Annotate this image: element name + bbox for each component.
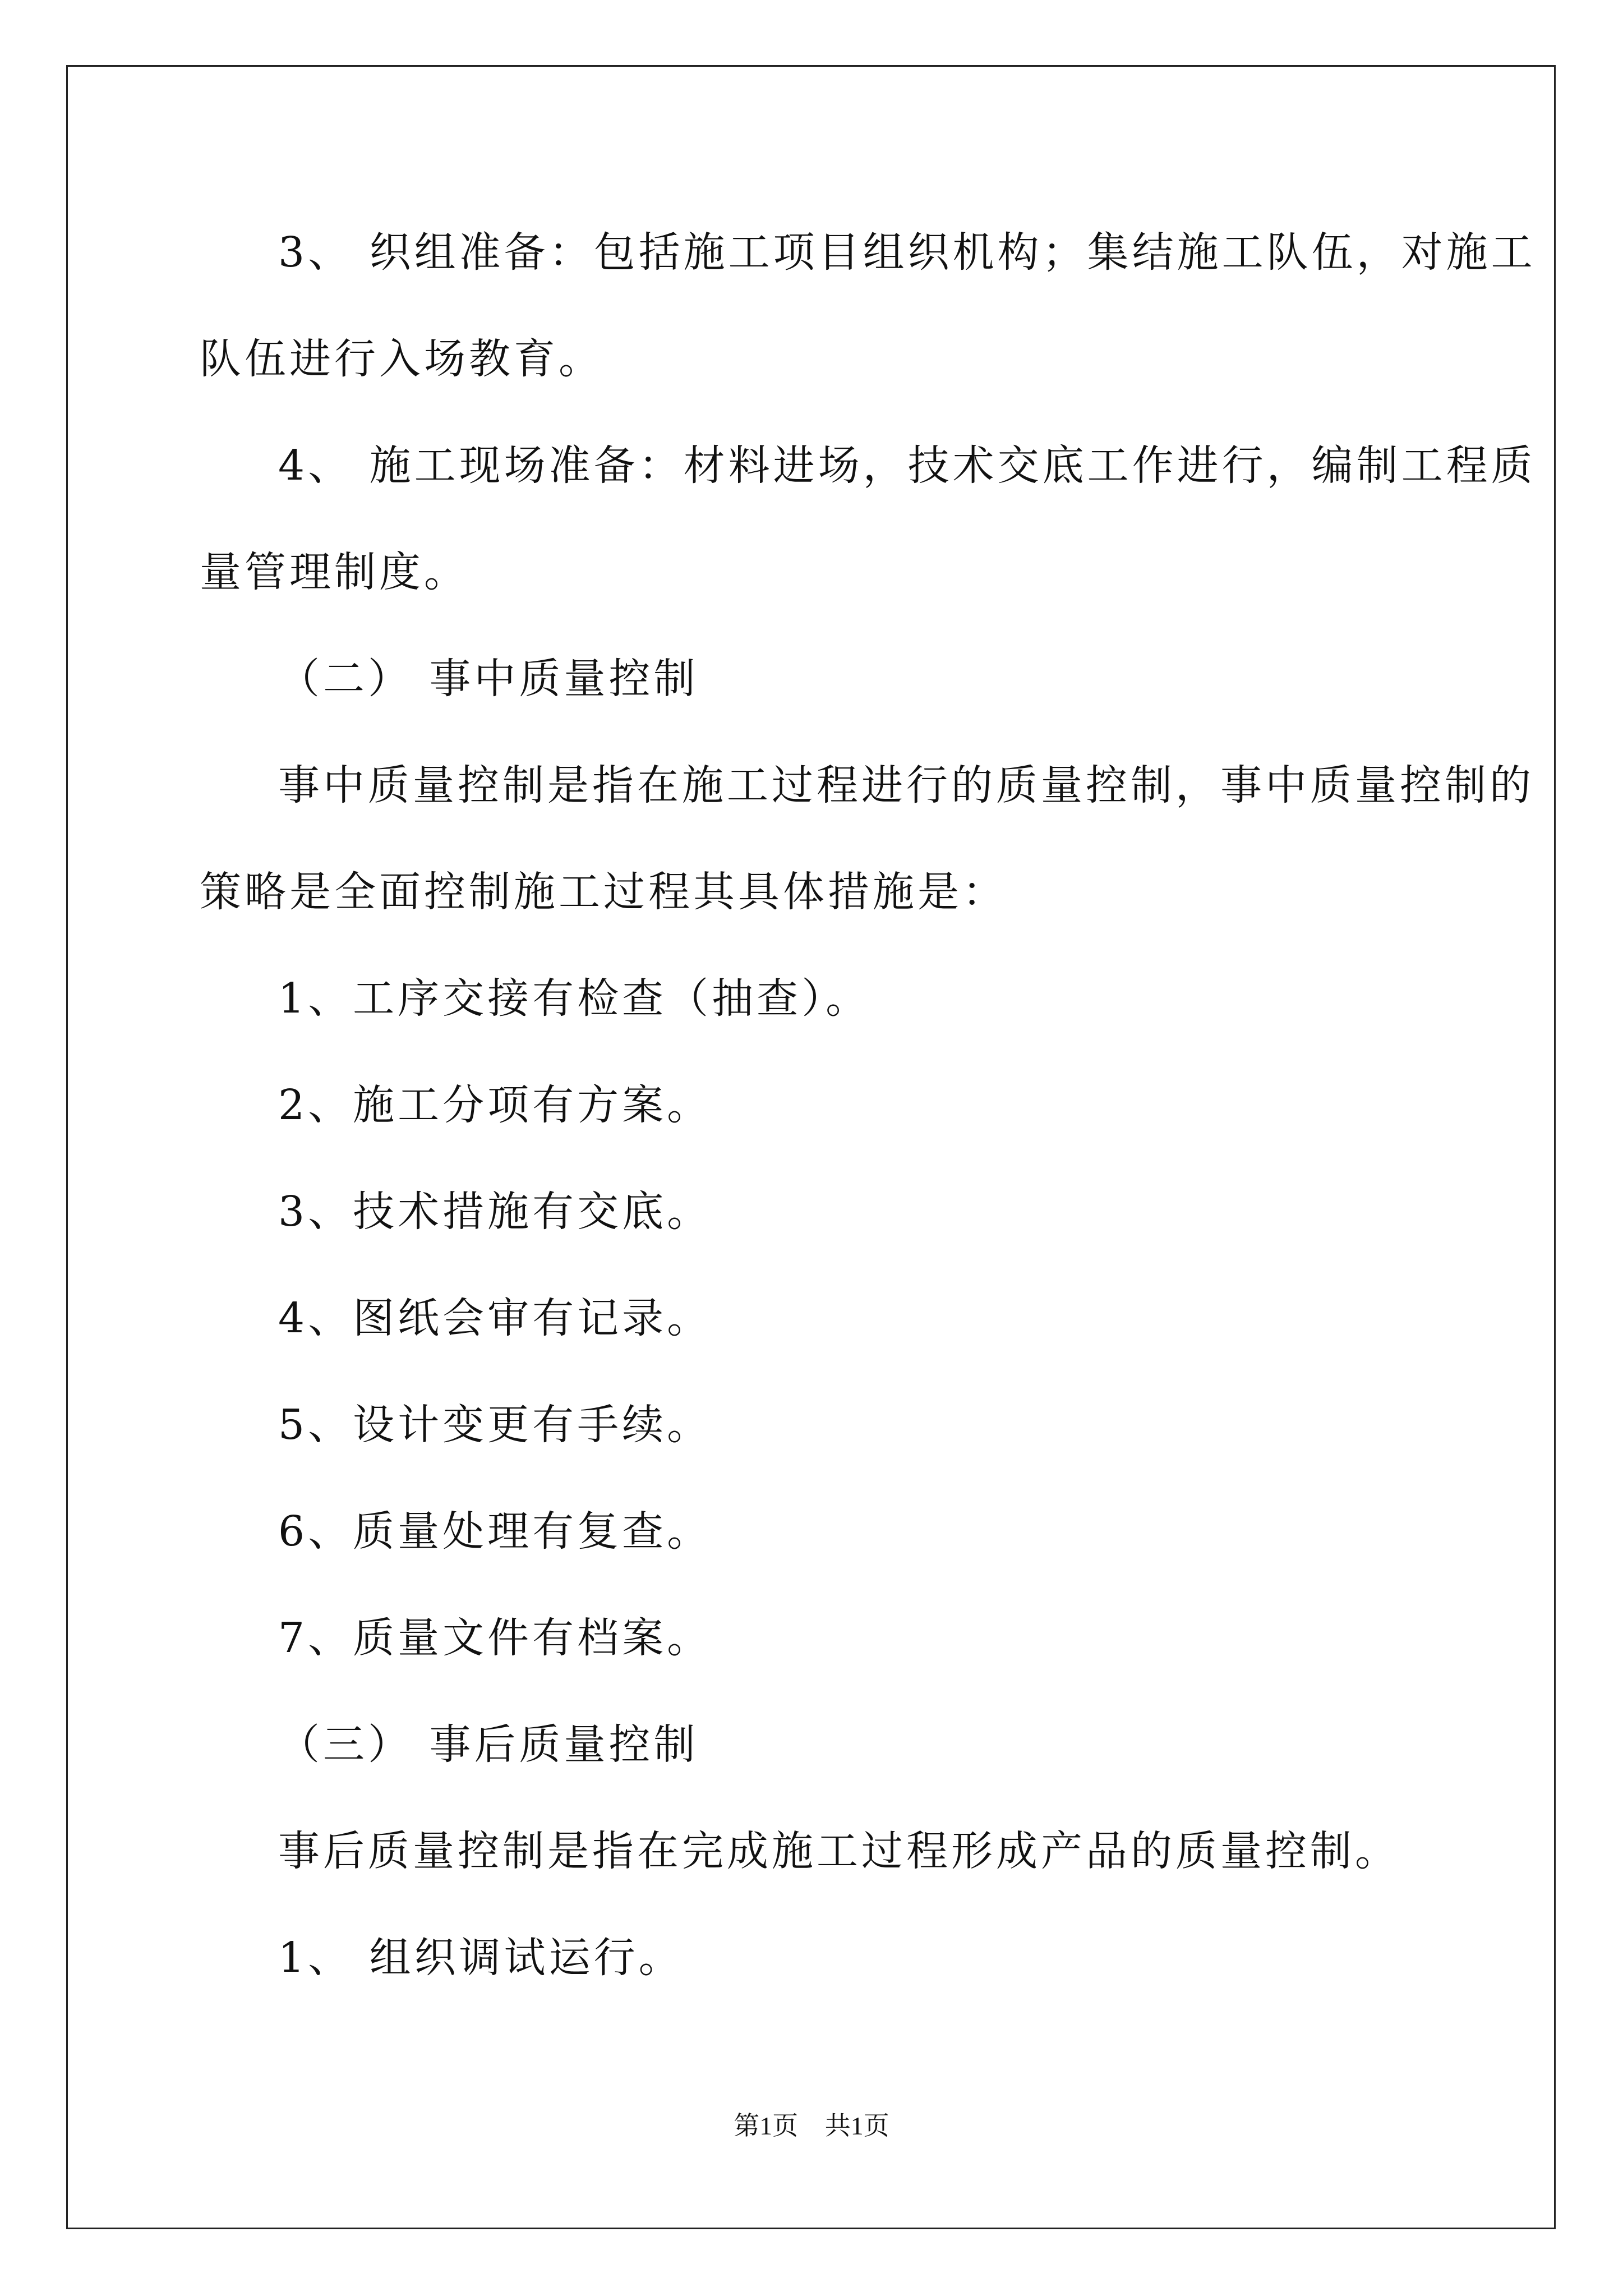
paragraph-line: 事后质量控制是指在完成施工过程形成产品的质量控制。 — [278, 1827, 1400, 1875]
section-heading: （三） 事后质量控制 — [278, 1720, 699, 1769]
list-item: 6、质量处理有复查。 — [278, 1507, 712, 1556]
paragraph-line: 策略是全面控制施工过程其具体措施是： — [200, 868, 1007, 916]
list-item: 5、设计变更有手续。 — [278, 1401, 712, 1449]
list-item: 1、 组织调试运行。 — [278, 1934, 684, 1982]
paragraph-line: 事中质量控制是指在施工过程进行的质量控制，事中质量控制的 — [278, 761, 1534, 809]
page-border — [66, 65, 1556, 2229]
page-footer — [0, 2109, 1623, 2143]
paragraph-line: 4、 施工现场准备：材料进场，技术交底工作进行，编制工程质 — [278, 441, 1536, 490]
list-item: 1、工序交接有检查（抽查）。 — [278, 974, 871, 1023]
section-heading: （二） 事中质量控制 — [278, 655, 699, 703]
list-item: 7、质量文件有档案。 — [278, 1614, 712, 1662]
page-number: 第1页 — [734, 2111, 799, 2140]
list-item: 2、施工分项有方案。 — [278, 1081, 712, 1129]
paragraph-line: 队伍进行入场教育。 — [200, 335, 603, 383]
paragraph-line: 3、 织组准备：包括施工项目组织机构；集结施工队伍，对施工 — [278, 228, 1536, 277]
page-total: 共1页 — [824, 2111, 889, 2140]
paragraph-line: 量管理制度。 — [200, 548, 469, 596]
list-item: 3、技术措施有交底。 — [278, 1188, 712, 1236]
list-item: 4、图纸会审有记录。 — [278, 1294, 712, 1342]
